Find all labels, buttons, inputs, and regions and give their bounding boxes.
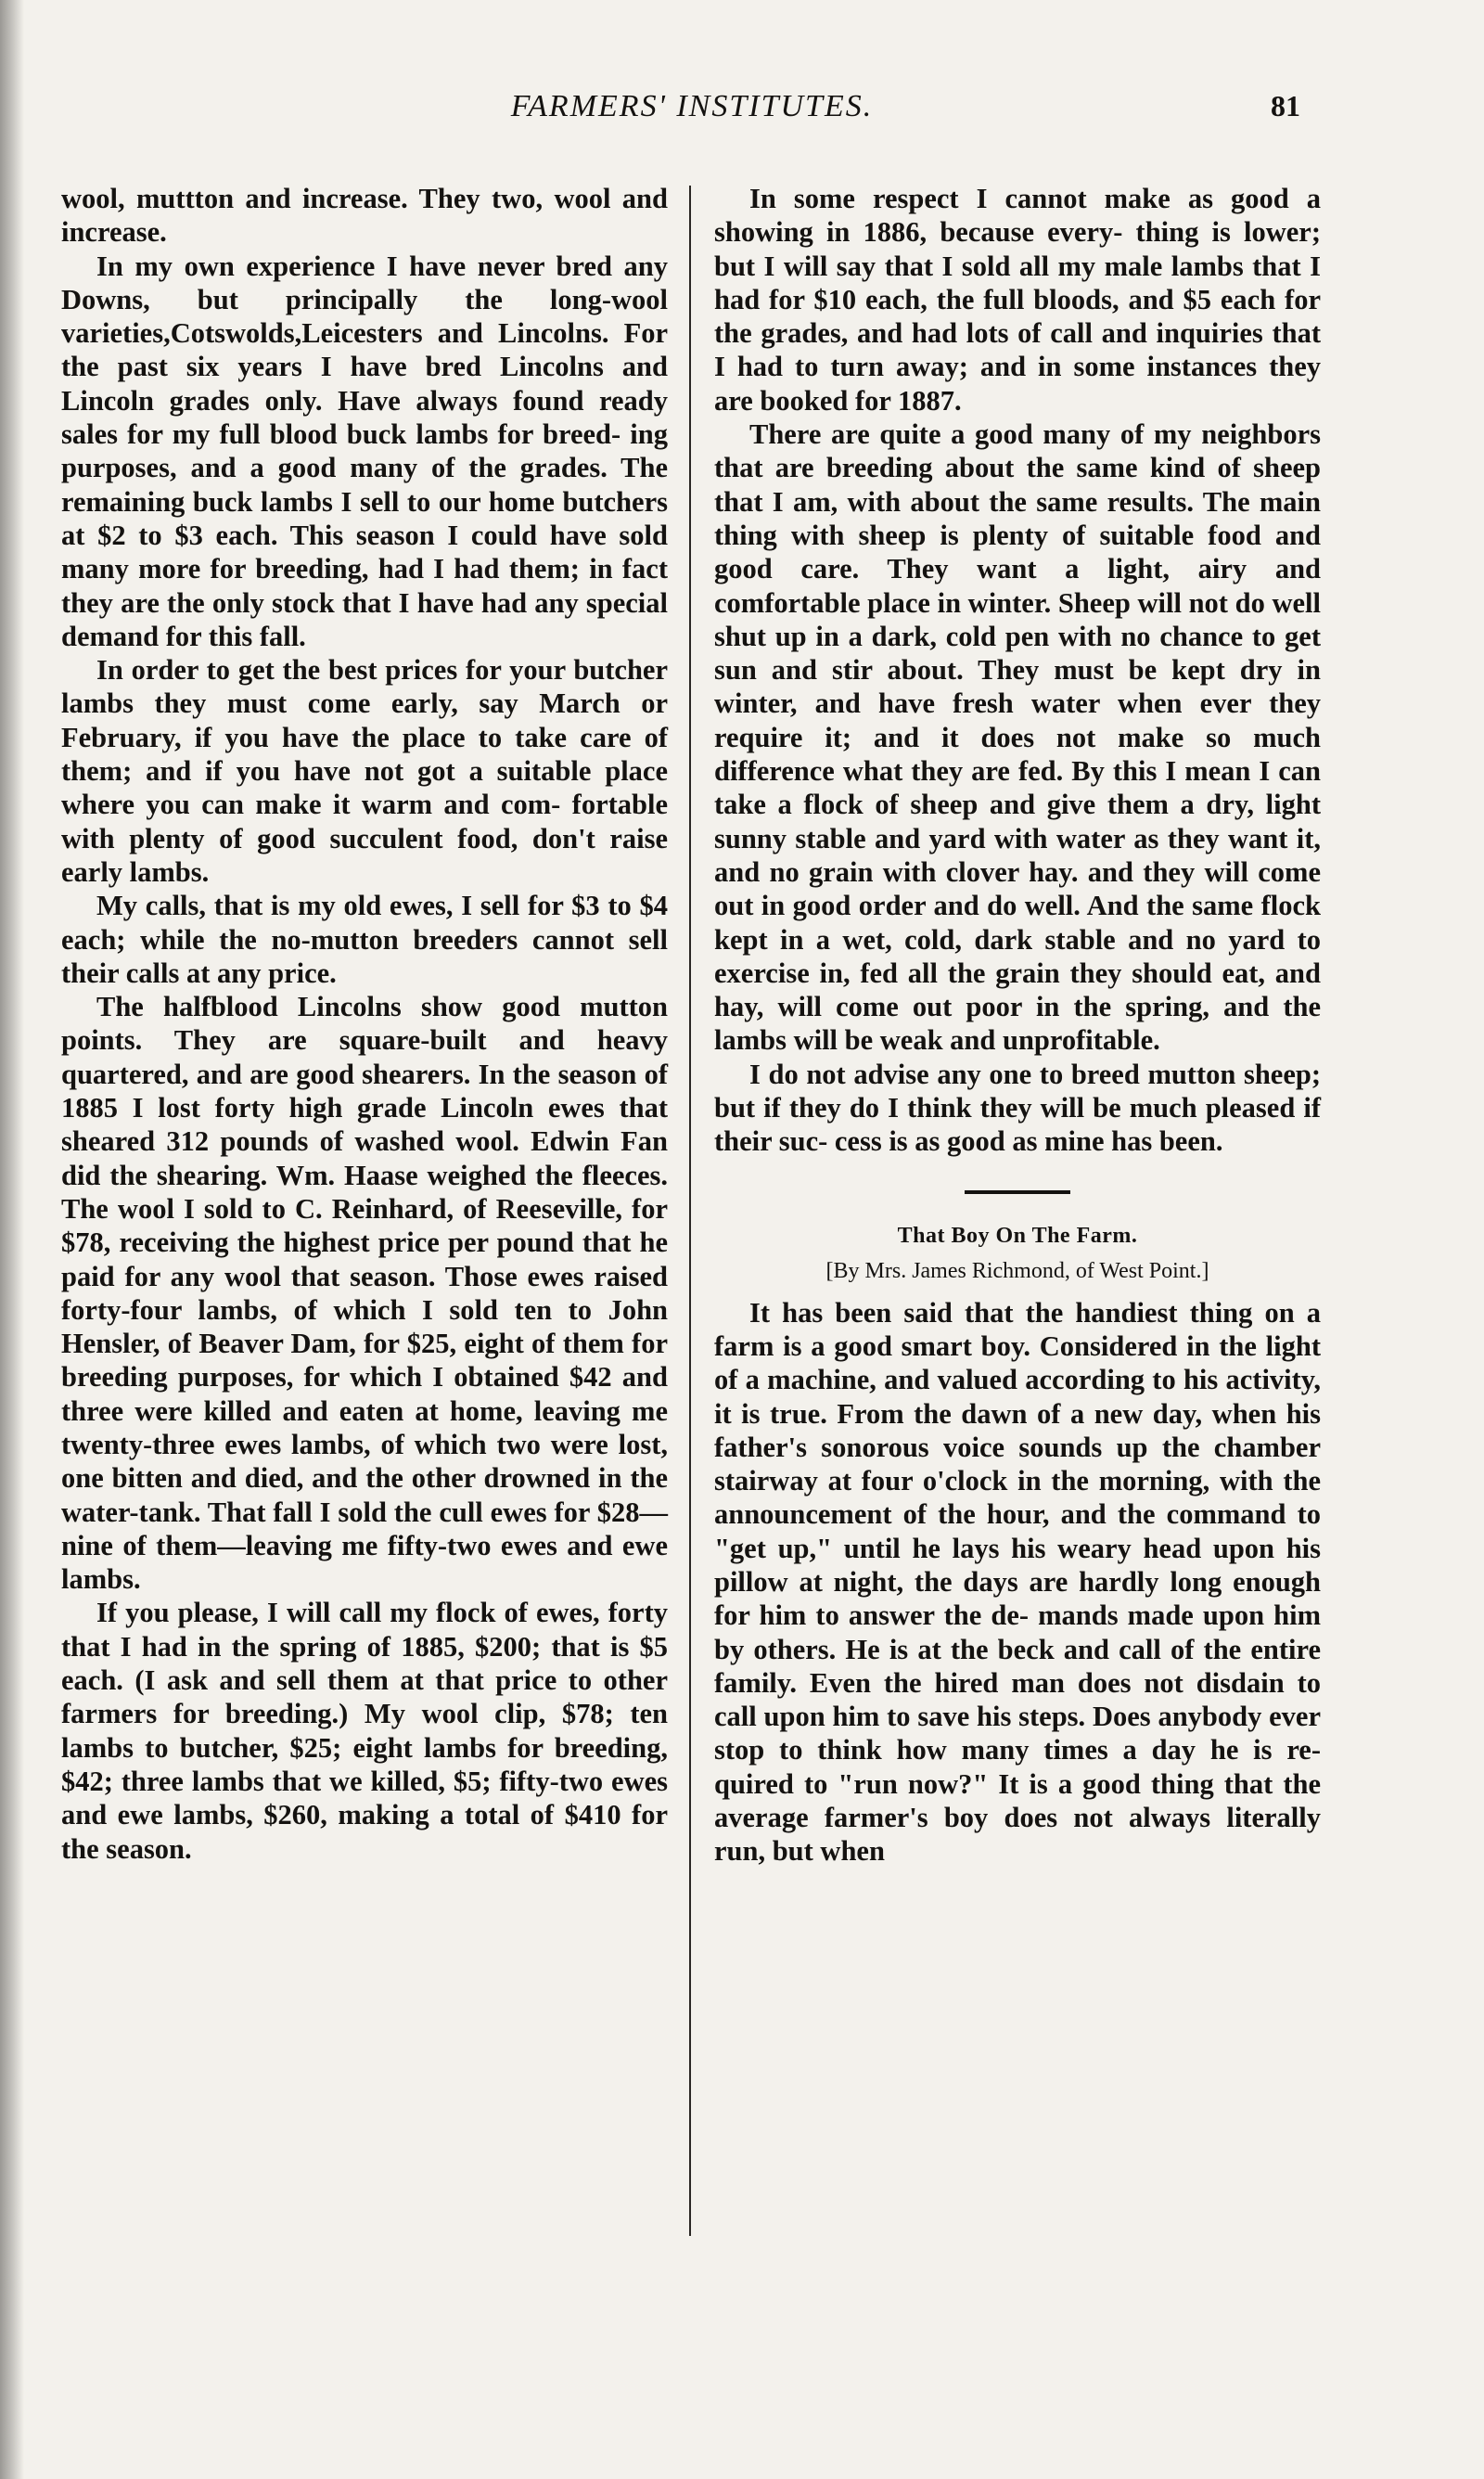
paragraph: wool, muttton and increase. They two, wool and increase.: [61, 183, 668, 249]
scan-edge-shadow: [0, 0, 24, 2479]
left-column: [61, 182, 668, 1866]
section-title: That Boy On The Farm.: [897, 1223, 1138, 1248]
paragraph: In my own experience I have never bred any Downs, but principally the long-wool varieties,Cotswolds,Leicesters and Lincolns. For the past six years I have bred Lincolns and Lincoln grades only. Have always found ready sales for my full blood buck lambs for breed- ing purposes, and a good many of the grades. The remaining buck lambs I sell to our home butchers at $2 to $3 each. This season I could have sold many more for breeding, had I had them; in fact they are the only stock that I have had any special demand for this fall.: [61, 250, 668, 652]
byline: [By Mrs. James Richmond, of West Point.]: [825, 1258, 1209, 1283]
running-head: [74, 89, 1310, 145]
right-column: [714, 182, 1321, 1869]
paragraph: I do not advise any one to breed mutton sheep; but if they do I think they will be much pleased if their suc- cess is as good as mine has been.: [714, 1058, 1321, 1158]
running-title: FARMERS' INSTITUTES.: [510, 89, 874, 123]
paragraph: In order to get the best prices for your butcher lambs they must come early, say March or February, if you have the place to take care of them; and if you have not got a suitable place where you can make it warm and com- fortable with plenty of good succulent food, don't raise early lambs.: [61, 654, 668, 888]
paragraph: My calls, that is my old ewes, I sell for $3 to $4 each; while the no-mutton breeders cannot sell their calls at any price.: [61, 890, 668, 989]
paragraph: There are quite a good many of my neighbors that are breeding about the same kind of sheep that I am, with about the same results. The main thing with sheep is plenty of suitable food and good care. They want a light, airy and comfortable place in winter. Sheep will not do well shut up in a dark, cold pen with no chance to get sun and stir about. They must be kept dry in winter, and have fresh water when ever they require it; and it does not make so much difference what they are fed. By this I mean I can take a flock of sheep and give them a dry, light sunny stable and yard with water as they want it, and no grain with clover hay. and they will come out in good order and do well. And the same flock kept in a wet, cold, dark stable and no yard to exercise in, fed all the grain they should eat, and hay, will come out poor in the spring, and the lambs will be weak and unprofitable.: [714, 418, 1321, 1057]
paragraph: If you please, I will call my flock of ewes, forty that I had in the spring of 1885, $200; that is $5 each. (I ask and sell them at that price to other farmers for breeding.) My wool clip, $78; ten lambs to butcher, $25; eight lambs for breeding, $42; three lambs that we killed, $5; fifty-two ewes and ewe lambs, $260, making a total of $410 for the season.: [61, 1597, 668, 1865]
column-divider: [689, 186, 691, 2236]
section-divider: [965, 1190, 1070, 1194]
paragraph: It has been said that the handiest thing on a farm is a good smart boy. Considered in the light of a machine, and valued according to his activity, it is true. From the dawn of a new day, when his father's sonorous voice sounds up the chamber stairway at four o'clock in the morning, with the announcement of the hour, and the command to "get up," until he lays his weary head upon his pillow at night, the days are hardly long enough for him to answer the de- mands made upon him by others. He is at the beck and call of the entire family. Even the hired man does not disdain to call upon him to save his steps. Does anybody ever stop to think how many times a day he is re- quired to "run now?" It is a good thing that the average farmer's boy does not always literally run, but when: [714, 1296, 1321, 1868]
paragraph: In some respect I cannot make as good a showing in 1886, because every- thing is lower; but I will say that I sold all my male lambs that I had for $10 each, the full bloods, and $5 each for the grades, and had lots of call and inquiries that I had to turn away; and in some instances they are booked for 1887.: [714, 183, 1321, 417]
paragraph: The halfblood Lincolns show good mutton points. They are square-built and heavy quartered, and are good shearers. In the season of 1885 I lost forty high grade Lincoln ewes that sheared 312 pounds of washed wool. Edwin Fan did the shearing. Wm. Haase weighed the fleeces. The wool I sold to C. Reinhard, of Reeseville, for $78, receiving the highest price per pound that he paid for any wool that season. Those ewes raised forty-four lambs, of which I sold ten to John Hensler, of Beaver Dam, for $25, eight of them for breeding purposes, for which I obtained $42 and three were killed and eaten at home, leaving me twenty-three ewes lambs, of which two were lost, one bitten and died, and the other drowned in the water-tank. That fall I sold the cull ewes for $28— nine of them—leaving me fifty-two ewes and ewe lambs.: [61, 991, 668, 1596]
page-number: 81: [1271, 89, 1300, 122]
